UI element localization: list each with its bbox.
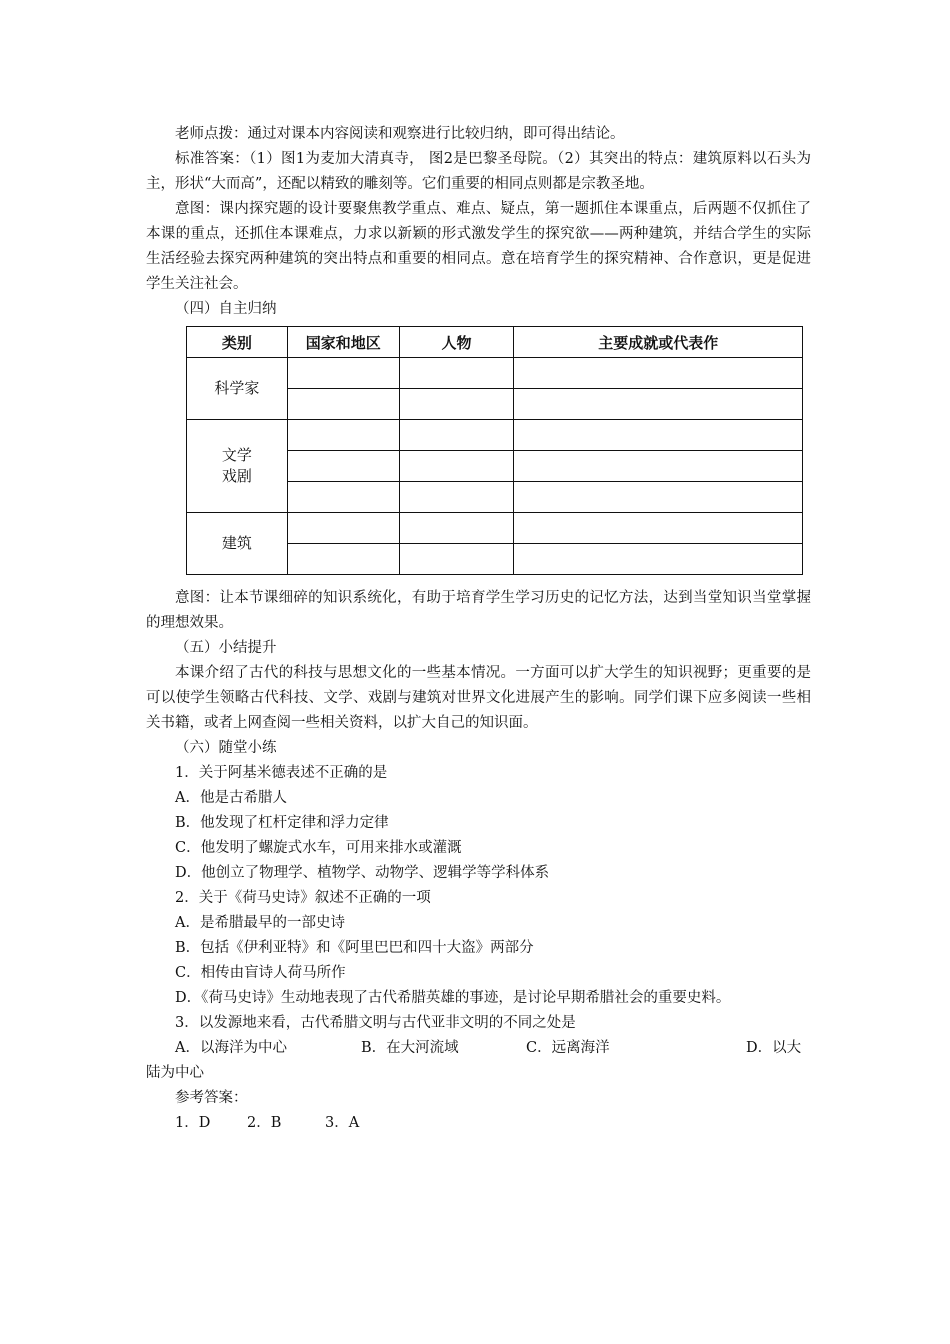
- header-achievement: 主要成就或代表作: [514, 327, 803, 358]
- answers-label: 参考答案：: [175, 1090, 248, 1106]
- intent-paragraph: 意图：课内探究题的设计要聚焦教学重点、难点、疑点，第一题抓住本课重点，后两题不仅抓住了本课的重点，还抓住本课难点，力求以新颖的形式激发学生的探究欲——两种建筑，并结合学生的实际生活经验去探究两种建筑的突出特点和重要的相同点。意在培育学生的探究精神、合作意识，更是促进学生关注社会。: [146, 201, 811, 292]
- table-row: [187, 420, 803, 451]
- answers-line: [146, 1111, 811, 1136]
- table-cell: [514, 451, 803, 482]
- section-4-title: （四）自主归纳: [175, 301, 277, 317]
- question-2-option-c: C．相传由盲诗人荷马所作: [175, 965, 346, 981]
- table-cell: [287, 482, 399, 513]
- question-1-option-a: A．他是古希腊人: [175, 790, 287, 806]
- header-country-region: 国家和地区: [287, 327, 399, 358]
- summary-table: [186, 326, 803, 575]
- question-1-option-c: C．他发明了螺旋式水车，可用来排水或灌溉: [175, 840, 462, 856]
- teacher-tip-paragraph: 老师点拨：通过对课本内容阅读和观察进行比较归纳，即可得出结论。: [175, 126, 625, 142]
- category-scientist: 科学家: [187, 358, 288, 420]
- table-cell: [514, 482, 803, 513]
- table-cell: [514, 420, 803, 451]
- answer-1: 1．D: [175, 1115, 211, 1131]
- table-header-row: [187, 327, 803, 358]
- table-cell: [514, 389, 803, 420]
- question-3-options: [146, 1036, 811, 1061]
- section-6-title: （六）随堂小练: [175, 740, 277, 756]
- table-row: [187, 358, 803, 389]
- category-literature-drama: 文学 戏剧: [187, 420, 288, 513]
- table-cell: [287, 358, 399, 389]
- question-3-option-a: A．以海洋为中心: [175, 1040, 287, 1056]
- question-2-stem: 2．关于《荷马史诗》叙述不正确的一项: [175, 890, 431, 906]
- table-cell: [399, 451, 514, 482]
- answer-2: 2．B: [247, 1115, 282, 1131]
- answer-3: 3．A: [325, 1115, 360, 1131]
- table-cell: [399, 544, 514, 575]
- table-cell: [287, 420, 399, 451]
- table-row: [187, 513, 803, 544]
- table-cell: [287, 544, 399, 575]
- section-5-title: （五）小结提升: [175, 640, 277, 656]
- header-category: 类别: [187, 327, 288, 358]
- question-3-stem: 3．以发源地来看，古代希腊文明与古代亚非文明的不同之处是: [175, 1015, 576, 1031]
- question-2-option-a: A．是希腊最早的一部史诗: [175, 915, 345, 931]
- standard-answer-paragraph: 标准答案：（1）图1为麦加大清真寺， 图2是巴黎圣母院。（2）其突出的特点：建筑原料以石头为主，形状“大而高”，还配以精致的雕刻等。它们重要的相同点则都是宗教圣地。: [146, 151, 811, 192]
- header-person: 人物: [399, 327, 514, 358]
- table-cell: [514, 544, 803, 575]
- question-3-option-c: C．远离海洋: [526, 1040, 610, 1056]
- table-cell: [399, 389, 514, 420]
- question-3-option-b: B．在大河流域: [361, 1040, 459, 1056]
- table-cell: [287, 513, 399, 544]
- table-cell: [399, 513, 514, 544]
- category-architecture: 建筑: [187, 513, 288, 575]
- table-cell: [399, 358, 514, 389]
- question-3-option-d: D．以大: [746, 1040, 802, 1056]
- table-cell: [287, 451, 399, 482]
- question-2-option-b: B．包括《伊利亚特》和《阿里巴巴和四十大盗》两部分: [175, 940, 534, 956]
- question-1-option-b: B．他发现了杠杆定律和浮力定律: [175, 815, 389, 831]
- document-page: [146, 122, 811, 1136]
- section-4-intent: 意图：让本节课细碎的知识系统化，有助于培育学生学习历史的记忆方法，达到当堂知识当堂掌握的理想效果。: [146, 590, 811, 631]
- question-1-option-d: D．他创立了物理学、植物学、动物学、逻辑学等学科体系: [175, 865, 550, 881]
- table-cell: [514, 358, 803, 389]
- table-cell: [399, 420, 514, 451]
- question-1-stem: 1．关于阿基米德表述不正确的是: [175, 765, 388, 781]
- section-5-text: 本课介绍了古代的科技与思想文化的一些基本情况。一方面可以扩大学生的知识视野；更重要的是可以使学生领略古代科技、文学、戏剧与建筑对世界文化进展产生的影响。同学们课下应多阅读一些相关书籍，或者上网查阅一些相关资料，以扩大自己的知识面。: [146, 665, 811, 731]
- table-cell: [399, 482, 514, 513]
- question-3-option-d-continued: 陆为中心: [146, 1065, 204, 1081]
- table-cell: [514, 513, 803, 544]
- question-2-option-d: D．《荷马史诗》生动地表现了古代希腊英雄的事迹，是讨论早期希腊社会的重要史料。: [175, 990, 731, 1006]
- table-cell: [287, 389, 399, 420]
